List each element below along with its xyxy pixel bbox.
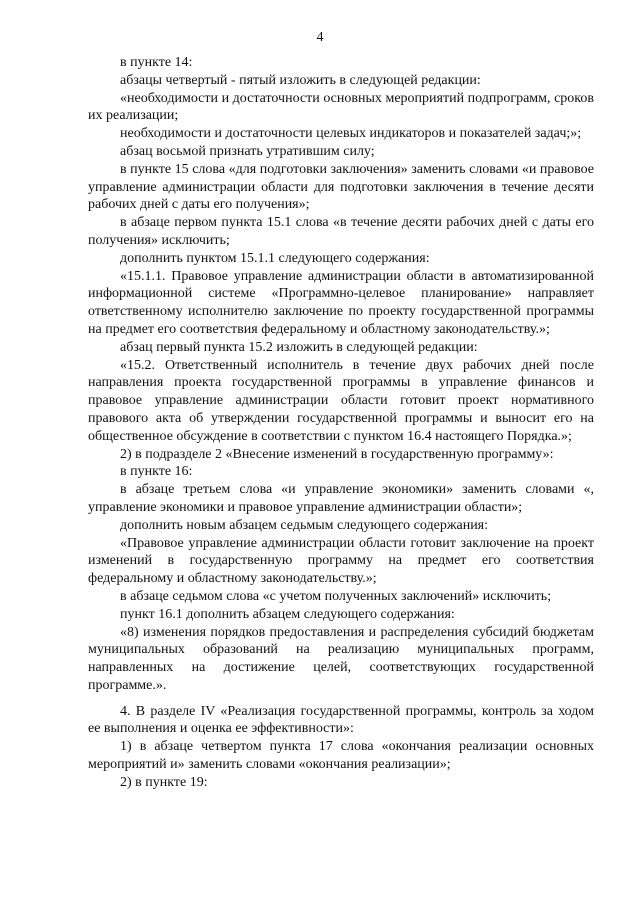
paragraph: «8) изменения порядков предоставления и распределения субсидий бюджетам муниципальных образований на реализацию муниципальных программ, направленных на достижение целей, соответствующих государственной программе.». bbox=[88, 624, 594, 693]
paragraph: в пункте 14: bbox=[120, 55, 193, 70]
paragraph: «Правовое управление администрации области готовит заключение на проект изменений в государственную программу на предмет его соответствия федеральному и областному законодательству.»; bbox=[88, 535, 594, 587]
paragraph: дополнить пунктом 15.1.1 следующего содержания: bbox=[120, 250, 430, 266]
paragraph: в абзаце седьмом слова «с учетом полученных заключений» исключить; bbox=[120, 588, 552, 604]
paragraph: пункт 16.1 дополнить абзацем следующего содержания: bbox=[120, 606, 455, 622]
paragraph: 2) в пункте 19: bbox=[120, 774, 208, 790]
paragraph: «необходимости и достаточности основных мероприятий подпрограмм, сроков их реализации; bbox=[88, 90, 594, 124]
paragraph: дополнить новым абзацем седьмым следующего содержания: bbox=[120, 517, 489, 533]
paragraph: необходимости и достаточности целевых индикаторов и показателей задач;»; bbox=[120, 126, 582, 142]
paragraph: «15.2. Ответственный исполнитель в течение двух рабочих дней после направления проекта государственной программы в управление финансов и правовое управление администрации области готовит проект нормативного правового акта об утверждении государственной программы и выносит его на общественное обсуждение в соответствии с пунктом 16.4 настоящего Порядка.»; bbox=[88, 357, 594, 444]
paragraph: абзац первый пункта 15.2 изложить в следующей редакции: bbox=[120, 339, 478, 355]
paragraph: 2) в подразделе 2 «Внесение изменений в государственную программу»: bbox=[120, 446, 554, 462]
document-body bbox=[88, 54, 594, 792]
paragraph: 1) в абзаце четвертом пункта 17 слова «окончания реализации основных мероприятий и» заменить словами «окончания реализации»; bbox=[88, 739, 594, 773]
paragraph: «15.1.1. Правовое управление администрации области в автоматизированной информационной системе «Программно-целевое планирование» направляет ответственному исполнителю заключение по проекту государственной программы на предмет его соответствия федеральному и областному законодательству.»; bbox=[88, 268, 594, 337]
paragraph: 4. В разделе IV «Реализация государственной программы, контроль за ходом ее выполнения и оценка ее эффективности»: bbox=[88, 703, 594, 737]
paragraph: в пункте 15 слова «для подготовки заключения» заменить словами «и правовое управление администрации области для подготовки заключения в течение десяти рабочих дней с даты его получения»; bbox=[88, 161, 594, 213]
paragraph: в пункте 16: bbox=[120, 464, 193, 480]
page-number: 4 bbox=[316, 30, 324, 45]
paragraph: в абзаце третьем слова «и управление экономики» заменить словами «, управление экономики и правовое управление администрации области»; bbox=[88, 482, 594, 515]
paragraph: абзацы четвертый - пятый изложить в следующей редакции: bbox=[120, 72, 481, 88]
paragraph: абзац восьмой признать утратившим силу; bbox=[120, 143, 375, 159]
paragraph: в абзаце первом пункта 15.1 слова «в течение десяти рабочих дней с даты его получения» исключить; bbox=[88, 215, 594, 248]
